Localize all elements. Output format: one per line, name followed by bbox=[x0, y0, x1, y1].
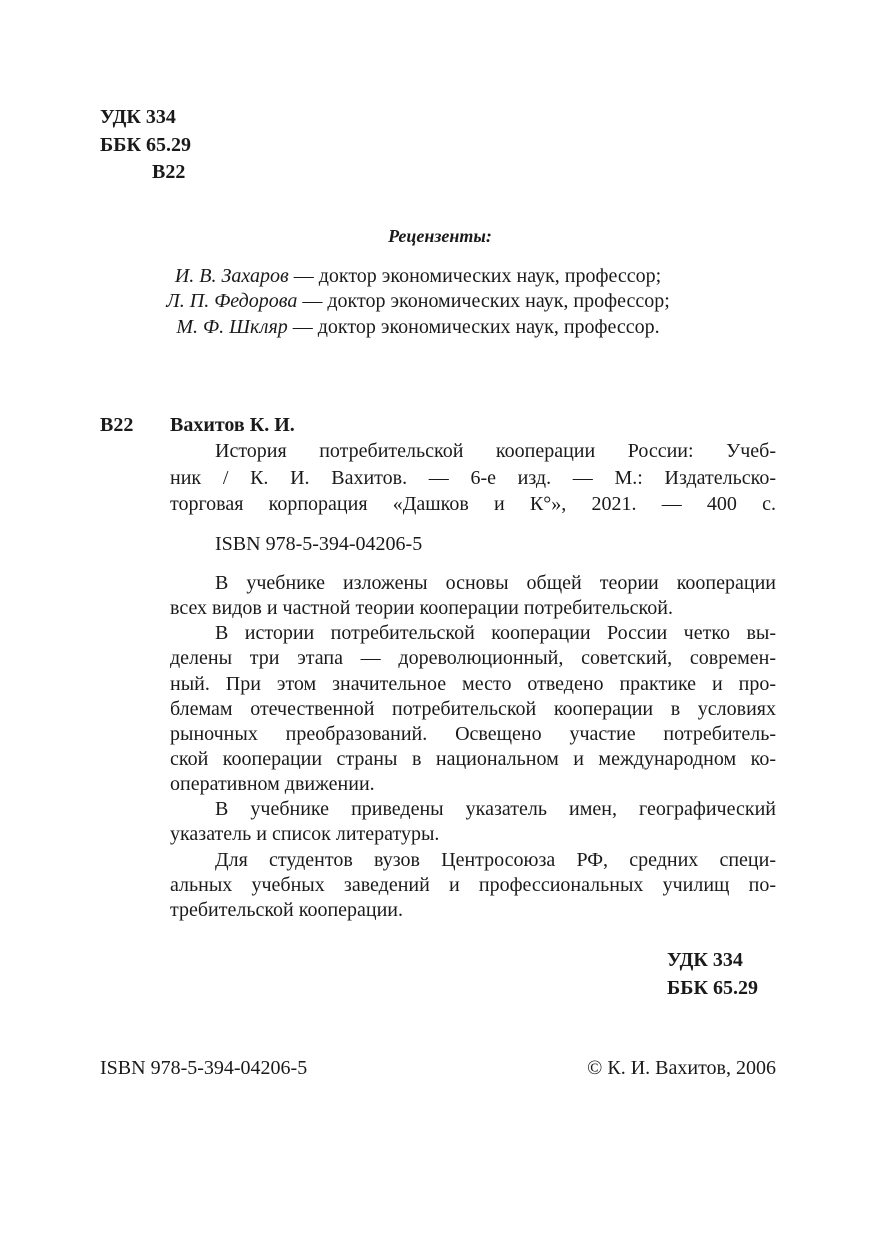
reviewer bbox=[100, 289, 736, 313]
reviewer-desc: — доктор экономических наук, профессор. bbox=[287, 316, 660, 338]
entry-author: Вахитов К. И. bbox=[170, 414, 295, 436]
reviewer-name: И. В. Захаров bbox=[174, 265, 289, 287]
abstract-line: делены три этапа — дореволюционный, советский, современ- bbox=[170, 647, 776, 669]
reviewers-title: Рецензенты: bbox=[388, 226, 492, 246]
abstract-line: всех видов и частной теории кооперации потребительской. bbox=[170, 597, 673, 619]
udk-code: УДК 334 bbox=[100, 106, 176, 128]
abstract-line: ный. При этом значительное место отведено практике и про- bbox=[170, 673, 776, 695]
bbk-code: ББК 65.29 bbox=[100, 134, 191, 156]
abstract-line: блемам отечественной потребительской кооперации в условиях bbox=[170, 698, 776, 720]
footer-copyright: © К. И. Вахитов, 2006 bbox=[587, 1057, 776, 1079]
abstract-line: требительской кооперации. bbox=[170, 899, 404, 921]
reviewer bbox=[100, 264, 736, 288]
entry-code: В22 bbox=[100, 414, 134, 436]
entry-line: История потребительской кооперации России: Учеб- bbox=[215, 440, 776, 462]
abstract-line: Для студентов вузов Центросоюза РФ, средних специ- bbox=[215, 849, 776, 871]
abstract-line: В учебнике приведены указатель имен, географический bbox=[215, 798, 776, 820]
abstract-line: ской кооперации страны в национальном и международном ко- bbox=[170, 748, 776, 770]
abstract-line: указатель и список литературы. bbox=[170, 823, 440, 845]
entry-line: торговая корпорация «Дашков и К°», 2021. — 400 с. bbox=[170, 493, 776, 515]
reviewer-desc: — доктор экономических наук, профессор; bbox=[288, 265, 662, 287]
footer-isbn: ISBN 978-5-394-04206-5 bbox=[100, 1057, 308, 1079]
abstract-line: альных учебных заведений и профессиональных училищ по- bbox=[170, 874, 776, 896]
abstract-line: В учебнике изложены основы общей теории кооперации bbox=[215, 572, 776, 594]
reviewer-desc: — доктор экономических наук, профессор; bbox=[297, 290, 670, 312]
bottom-udk: УДК 334 bbox=[667, 949, 743, 971]
author-mark: В22 bbox=[152, 161, 186, 183]
reviewer bbox=[100, 315, 736, 339]
bottom-bbk: ББК 65.29 bbox=[667, 977, 758, 999]
abstract-line: В истории потребительской кооперации России четко вы- bbox=[215, 622, 776, 644]
reviewer-name: Л. П. Федорова bbox=[166, 290, 298, 312]
entry-line: ник / К. И. Вахитов. — 6-е изд. — М.: Издательско- bbox=[170, 467, 776, 489]
entry-isbn: ISBN 978-5-394-04206-5 bbox=[215, 533, 423, 555]
abstract-line: рыночных преобразований. Освещено участие потребитель- bbox=[170, 723, 776, 745]
abstract-line: оперативном движении. bbox=[170, 773, 375, 795]
reviewer-name: М. Ф. Шкляр bbox=[176, 316, 288, 338]
